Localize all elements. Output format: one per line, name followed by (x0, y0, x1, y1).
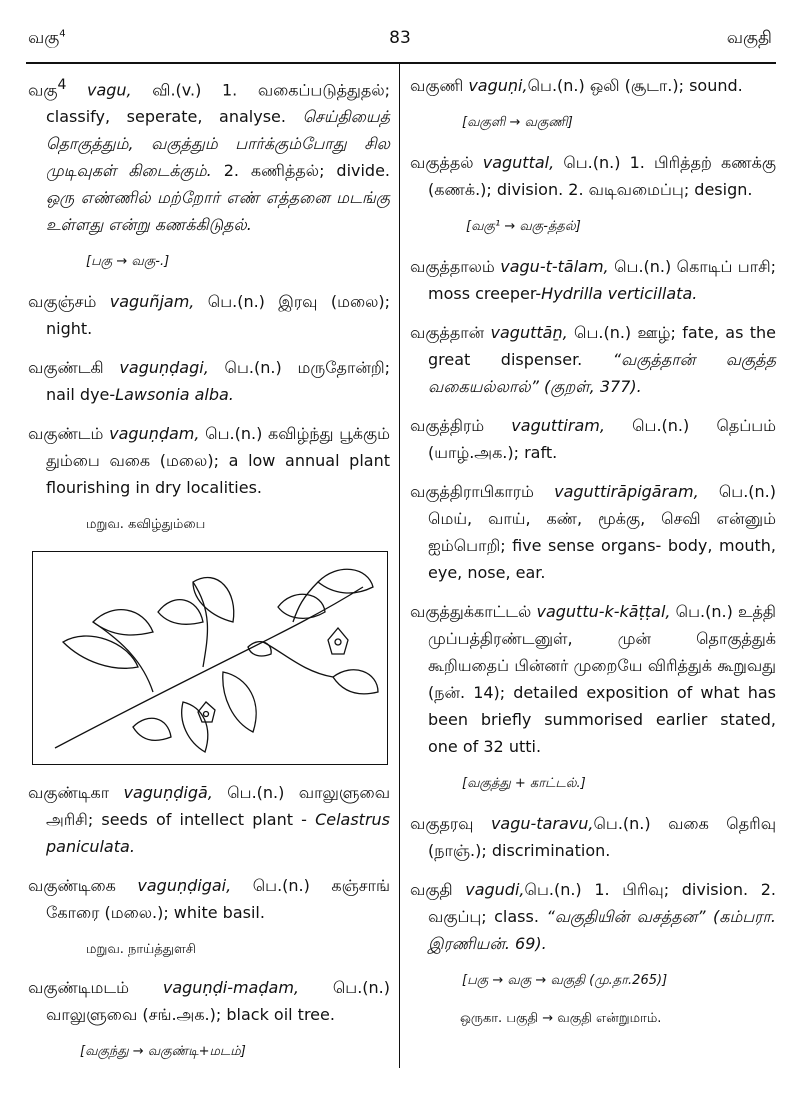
entry-vagudi: வகுதி vagudi,பெ.(n.) 1. பிரிவு; division. 2. வகுப்பு; class. “வகுதியின் வசத்தன” (கம்பரா. இரணியன். 69). (410, 880, 777, 953)
synonym-note: மறுவ. கவிழ்தும்பை (86, 517, 206, 533)
plant-illustration (32, 551, 388, 765)
entry-vagundagi: வகுண்டகி vaguṇḍagi, பெ.(n.) மருதோன்றி; nail dye-Lawsonia alba. (28, 358, 390, 405)
running-head-right: வகுதி (726, 28, 772, 48)
entry-vagundigai: வகுண்டிகை vaguṇḍigai, பெ.(n.) கஞ்சாங் கோரை (மலை.); white basil. (28, 876, 391, 923)
etymology: [வகுளி → வகுணி] (462, 115, 573, 130)
entry-vaguttiram: வகுத்திரம் vaguttiram, பெ.(n.) தெப்பம் (யாழ்.அக.); raft. (410, 416, 776, 462)
left-column (28, 72, 390, 1078)
running-head-left: வகு$^4$ (28, 28, 66, 48)
entry-vaguttan: வகுத்தான் vaguttāṉ, பெ.(n.) ஊழ்; fate, as the great dispenser. “வகுத்தான் வகுத்த வகையல்லால்” (குறள், 377). (410, 323, 777, 396)
synonym-note: மறுவ. நாய்த்துளசி (86, 942, 196, 958)
right-column (410, 72, 776, 1043)
entry-vagunjam: வகுஞ்சம் vaguñjam, பெ.(n.) இரவு (மலை); night. (28, 292, 390, 339)
alternate-note: ஒருகா. பகுதி → வகுதி என்றுமாம். (460, 1011, 662, 1026)
entry-vaguttirapigaram: வகுத்திராபிகாரம் vaguttirāpigāram, பெ.(n.) மெய், வாய், கண், மூக்கு, செவி என்னும் ஐம்பொறி; five sense organs- body, mouth, eye, nose, ear. (410, 482, 776, 582)
page-number: 83 (389, 28, 411, 48)
column-divider (399, 62, 400, 1068)
entry-vagu-taravu: வகுதரவு vagu-taravu,பெ.(n.) வகை தெரிவு (நாஞ்.); discrimination. (410, 814, 777, 860)
etymology: [பகு → வகு → வகுதி (மு.தா.265)] (462, 973, 668, 988)
entry-vaguttal: வகுத்தல் vaguttal, பெ.(n.) 1. பிரித்தற் கணக்கு (கணக்.); division. 2. வடிவமைப்பு; design. (410, 153, 776, 199)
header-rule (26, 62, 776, 64)
page-header (28, 28, 772, 62)
entry-vaguttu-k-kattal: வகுத்துக்காட்டல் vaguttu-k-kāṭṭal, பெ.(n.) உத்தி முப்பத்திரண்டனுள், முன் தொகுத்துக் கூறியதைப் பின்னர் முறையே விரித்துக் கூறுவது (நன். 14); detailed exposition of what has been briefly summorised earlier stated, one of 32 utti. (410, 602, 776, 756)
entry-vagu-t-talam: வகுத்தாலம் vagu-t-tālam, பெ.(n.) கொடிப் பாசி; moss creeper-Hydrilla verticillata. (410, 257, 776, 303)
etymology: [பகு → வகு-.] (86, 254, 170, 270)
etymology: [வகு¹ → வகு-த்தல்] (466, 219, 581, 234)
entry-vaguni: வகுணி vaguṇi,பெ.(n.) ஒலி (சூடா.); sound. (410, 76, 743, 95)
plant-drawing (33, 552, 387, 764)
entry-vagundiga: வகுண்டிகா vaguṇḍigā, பெ.(n.) வாலுளுவை அரிசி; seeds of intellect plant - Celastrus paniculata. (28, 783, 390, 857)
etymology: [வகுந்து → வகுண்டி+மடம்] (80, 1044, 246, 1060)
entry-vagundi-madam: வகுண்டிமடம் vaguṇḍi-maḍam, பெ.(n.) வாலுளுவை (சங்.அக.); black oil tree. (28, 978, 390, 1025)
etymology: [வகுத்து + காட்டல்.] (462, 776, 586, 791)
entry-vagu: வகு$^4$ vagu, வி.(v.) 1. வகைப்படுத்துதல்; classify, seperate, analyse. செய்தியைத் தொகுத்தும், வகுத்தும் பார்க்கும்போது சில முடிவுகள் கிடைக்கும். 2. கணித்தல்; divide. ஒரு எண்ணில் மற்றோர் எண் எத்தனை மடங்கு உள்ளது என்று கணக்கிடுதல். (28, 77, 391, 235)
entry-vagundam: வகுண்டம் vaguṇḍam, பெ.(n.) கவிழ்ந்து பூக்கும் தும்பை வகை (மலை); a low annual plant flourishing in dry localities. (28, 424, 390, 498)
